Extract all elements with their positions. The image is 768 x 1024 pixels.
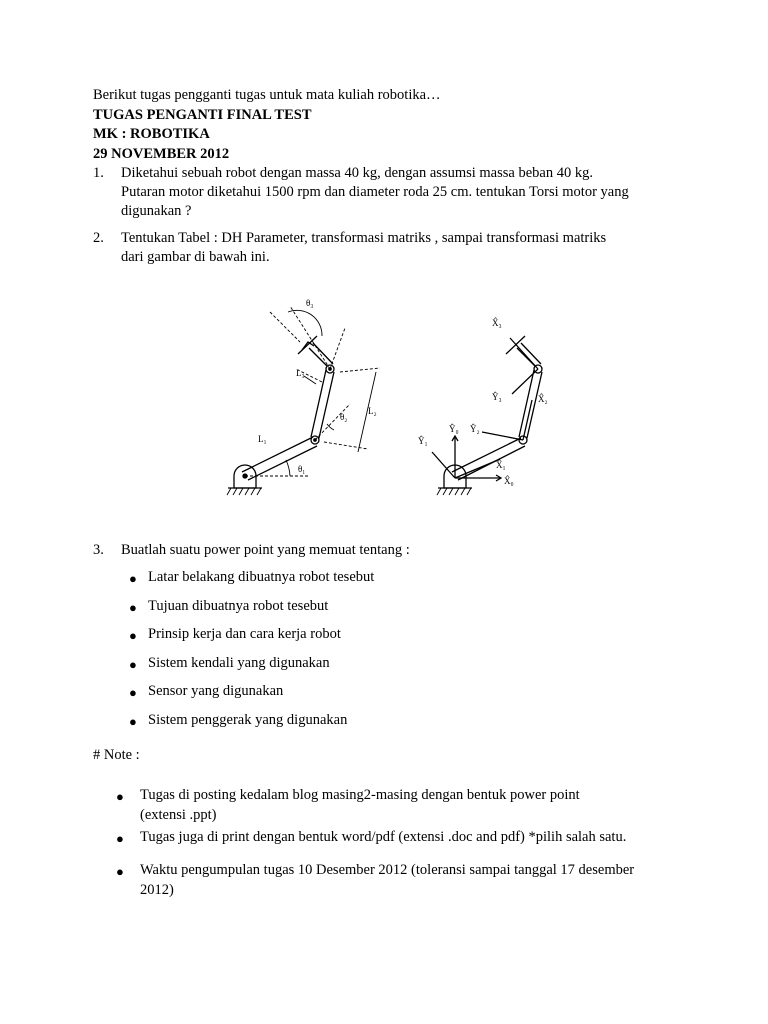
y3-label: Ŷ₃ <box>492 392 502 402</box>
bullet-icon: ● <box>129 714 137 729</box>
q3-text: Buatlah suatu power point yang memuat tentang : <box>121 542 410 558</box>
q3-bullet-item: Prinsip kerja dan cara kerja robot <box>148 626 341 642</box>
note-label: # Note : <box>93 747 140 763</box>
x1-label: X̂₁ <box>496 460 506 470</box>
bullet-icon: ● <box>129 600 137 615</box>
title-heading: TUGAS PENGANTI FINAL TEST <box>93 107 312 123</box>
note-item-line: Waktu pengumpulan tugas 10 Desember 2012 (toleransi sampai tanggal 17 desember <box>140 862 635 878</box>
bullet-icon: ● <box>116 789 124 804</box>
q3-number: 3. <box>93 542 104 558</box>
q1-line: Putaran motor diketahui 1500 rpm dan diameter roda 25 cm. tentukan Torsi motor yang <box>121 184 629 200</box>
course-heading: MK : ROBOTIKA <box>93 126 210 142</box>
x2-label: X̂₂ <box>538 394 548 404</box>
y2-label: Ŷ₂ <box>470 424 480 434</box>
bullet-icon: ● <box>129 628 137 643</box>
y1-label: Ŷ₁ <box>418 436 428 446</box>
intro-text: Berikut tugas pengganti tugas untuk mata kuliah robotika… <box>93 87 441 103</box>
l1-label: L₁ <box>258 434 267 444</box>
q1-number: 1. <box>93 165 104 181</box>
note-item-line: Tugas di posting kedalam blog masing2-masing dengan bentuk power point <box>140 787 580 803</box>
q1-line: digunakan ? <box>121 203 192 219</box>
l2-label: L₂ <box>368 406 377 416</box>
bullet-icon: ● <box>129 685 137 700</box>
l3-label: L₃ <box>296 368 305 378</box>
note-item-line: (extensi .ppt) <box>140 807 217 823</box>
robot-arm-figure <box>220 292 690 520</box>
bullet-icon: ● <box>129 571 137 586</box>
bullet-icon: ● <box>116 831 124 846</box>
q3-bullet-item: Latar belakang dibuatnya robot tesebut <box>148 569 375 585</box>
q2-line: Tentukan Tabel : DH Parameter, transformasi matriks , sampai transformasi matriks <box>121 230 607 246</box>
q3-bullet-item: Sistem penggerak yang digunakan <box>148 712 348 728</box>
q3-bullet-item: Tujuan dibuatnya robot tesebut <box>148 598 329 614</box>
note-item-line: Tugas juga di print dengan bentuk word/pdf (extensi .doc and pdf) *pilih salah satu. <box>140 829 627 845</box>
theta2-label: θ₂ <box>340 412 348 422</box>
x0-label: X̂₀ <box>504 476 514 486</box>
bullet-icon: ● <box>129 657 137 672</box>
q3-bullet-item: Sistem kendali yang digunakan <box>148 655 330 671</box>
q2-line: dari gambar di bawah ini. <box>121 249 270 265</box>
bullet-icon: ● <box>116 864 124 879</box>
x3-label: X̂₃ <box>492 318 502 328</box>
q3-bullet-item: Sensor yang digunakan <box>148 683 284 699</box>
note-item-line: 2012) <box>140 882 174 898</box>
q1-line: Diketahui sebuah robot dengan massa 40 kg, dengan assumsi massa beban 40 kg. <box>121 165 593 181</box>
q2-number: 2. <box>93 230 104 246</box>
theta1-label: θ₁ <box>298 464 306 474</box>
date-heading: 29 NOVEMBER 2012 <box>93 146 230 162</box>
theta3-label: θ₃ <box>306 298 314 308</box>
y0-label: Ŷ₀ <box>449 424 459 434</box>
right-arm-diagram <box>432 336 542 495</box>
